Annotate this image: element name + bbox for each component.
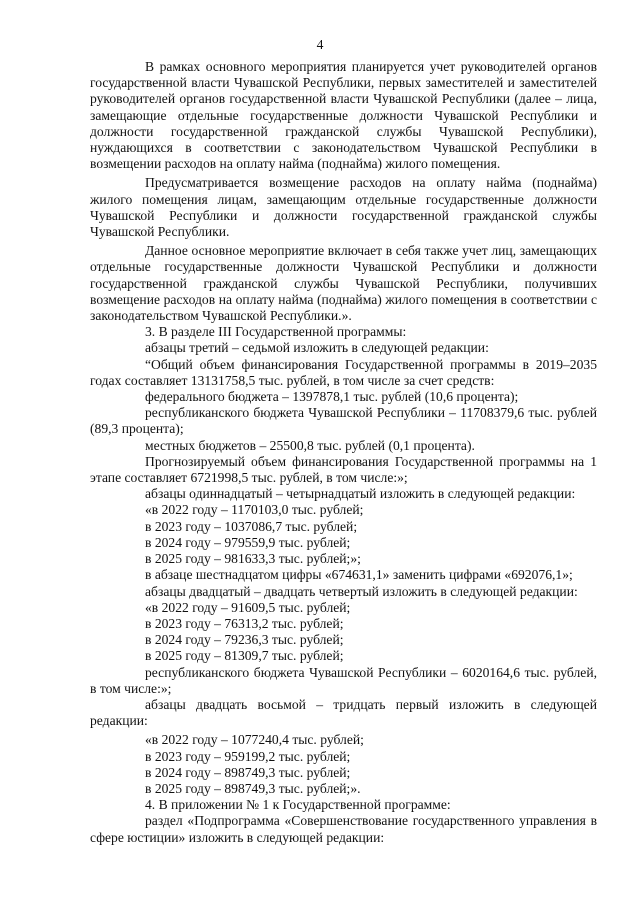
year-line-2022-c: «в 2022 году – 1077240,4 тыс. рублей; xyxy=(145,732,364,748)
document-body xyxy=(90,59,597,846)
year-line-2022-b: «в 2022 году – 91609,5 тыс. рублей; xyxy=(145,599,351,615)
paragraph-3: Данное основное мероприятие включает в себя также учет лиц, замещающих отдельные государственные должности Чувашской Республики и должности государственной гражданской службы Чувашской Республики, получивших возмещение расходов на оплату найма (поднайма) жилого помещения в соответствии с законодательством Чувашской Республики.». xyxy=(90,243,597,324)
page-number: 4 xyxy=(316,37,324,52)
year-line-2024-c: в 2024 году – 898749,3 тыс. рублей; xyxy=(145,764,351,780)
paragraph-1: В рамках основного мероприятия планируется учет руководителей органов государственной власти Чувашской Республики, первых заместителей и заместителей руководителей органов государственной власти Чувашской Республики (далее – лица, замещающие отдельные государственные должности Чувашской Республики и должности государственной гражданской службы Чувашской Республики), нуждающихся в соответствии с законодательством Чувашской Республики в возмещении расходов на оплату найма (поднайма) жилого помещения. xyxy=(90,59,597,172)
year-line-2025-b: в 2025 году – 81309,7 тыс. рублей; xyxy=(145,648,344,664)
year-line-2023-a: в 2023 году – 1037086,7 тыс. рублей; xyxy=(145,518,358,534)
paragraph-22: республиканского бюджета Чувашской Республики – 6020164,6 тыс. рублей, в том числе:»; xyxy=(90,664,597,696)
paragraph-8: республиканского бюджета Чувашской Республики – 11708379,6 тыс. рублей (89,3 процента); xyxy=(90,405,597,437)
year-line-2023-c: в 2023 году – 959199,2 тыс. рублей; xyxy=(145,748,351,764)
year-line-2024-a: в 2024 году – 979559,9 тыс. рублей; xyxy=(145,534,351,550)
paragraph-16: в абзаце шестнадцатом цифры «674631,1» заменить цифрами «692076,1»; xyxy=(145,567,573,583)
paragraph-11: абзацы одиннадцатый – четырнадцатый изложить в следующей редакции: xyxy=(145,486,576,502)
paragraph-7: федерального бюджета – 1397878,1 тыс. рублей (10,6 процента); xyxy=(145,389,519,405)
year-line-2024-b: в 2024 году – 79236,3 тыс. рублей; xyxy=(145,632,344,648)
paragraph-5: абзацы третий – седьмой изложить в следующей редакции: xyxy=(145,340,489,356)
paragraph-17: абзацы двадцатый – двадцать четвертый изложить в следующей редакции: xyxy=(145,583,578,599)
paragraph-6: “Общий объем финансирования Государственной программы в 2019–2035 годах составляет 13131758,5 тыс. рублей, в том числе за счет средств: xyxy=(90,356,597,388)
paragraph-23: абзацы двадцать восьмой – тридцать первый изложить в следующей редакции: xyxy=(90,696,597,729)
paragraph-28: 4. В приложении № 1 к Государственной программе: xyxy=(145,797,451,813)
year-line-2025-a: в 2025 году – 981633,3 тыс. рублей;»; xyxy=(145,551,361,567)
paragraph-9: местных бюджетов – 25500,8 тыс. рублей (0,1 процента). xyxy=(145,437,475,453)
paragraph-4: 3. В разделе III Государственной программы: xyxy=(145,324,407,340)
paragraph-29: раздел «Подпрограмма «Совершенствование государственного управления в сфере юстиции» изложить в следующей редакции: xyxy=(90,813,597,845)
year-line-2022-a: «в 2022 году – 1170103,0 тыс. рублей; xyxy=(145,502,364,518)
paragraph-2: Предусматривается возмещение расходов на оплату найма (поднайма) жилого помещения лицам, замещающим отдельные государственные должности Чувашской Республики и должности государственной гражданской службы Чувашской Республики. xyxy=(90,175,597,240)
paragraph-10: Прогнозируемый объем финансирования Государственной программы на 1 этапе составляет 6721998,5 тыс. рублей, в том числе:»; xyxy=(90,453,597,486)
year-line-2025-c: в 2025 году – 898749,3 тыс. рублей;». xyxy=(145,780,361,796)
year-line-2023-b: в 2023 году – 76313,2 тыс. рублей; xyxy=(145,615,344,631)
